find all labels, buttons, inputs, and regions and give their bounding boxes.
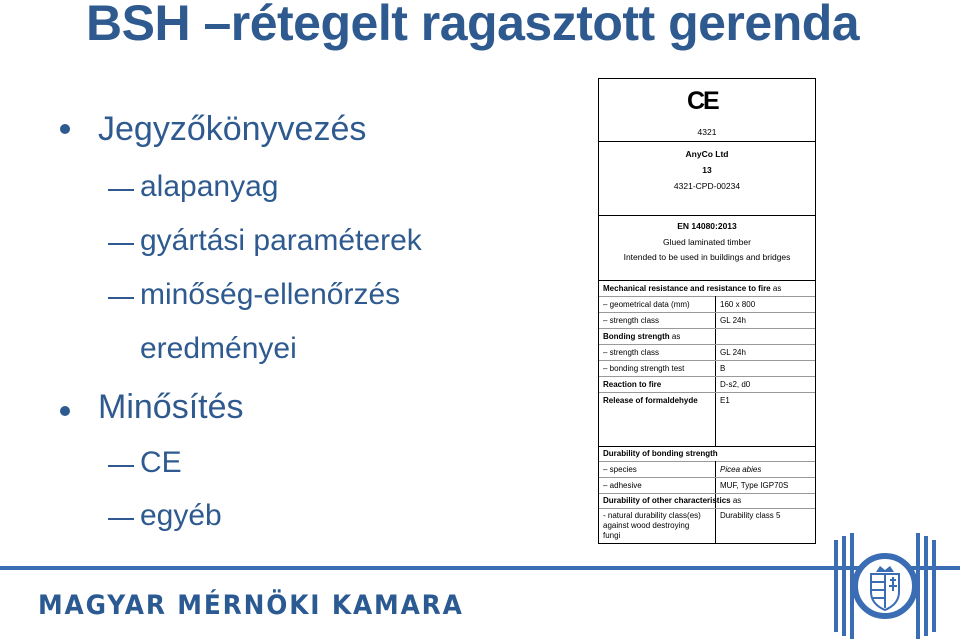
chamber-emblem-icon — [830, 530, 940, 640]
durability-header: Durability of bonding strength — [603, 449, 718, 458]
dash-icon — [108, 518, 134, 520]
dash-icon — [108, 297, 134, 299]
sub-bullet-text: minőség-ellenőrzés — [140, 278, 401, 311]
adhesive-value: MUF, Type IGP70S — [720, 481, 789, 490]
geom-label: – geometrical data (mm) — [603, 300, 690, 309]
bond-test-label: – bonding strength test — [603, 364, 685, 373]
bullet-text: Jegyzőkönyvezés — [98, 110, 367, 148]
bullet-dot-icon — [60, 124, 70, 134]
sub-bullet-text: CE — [140, 446, 182, 479]
sub-bullet-text: eredményei — [140, 332, 297, 365]
sub-bullet-text: alapanyag — [140, 170, 279, 203]
fire-value: D-s2, d0 — [720, 380, 751, 389]
geom-value: 160 x 800 — [720, 300, 756, 309]
sub-bullet-text: egyéb — [140, 499, 222, 532]
strength-value: GL 24h — [720, 316, 746, 325]
bullet-dot-icon — [60, 406, 70, 416]
company: AnyCo Ltd — [685, 149, 729, 159]
natural-label: - natural durability class(es) against wood destroying fungi — [603, 511, 701, 540]
bond-strength-label: – strength class — [603, 348, 660, 357]
ce-label-document — [598, 78, 816, 544]
bonding-header: Bonding strength as — [603, 332, 681, 341]
formaldehyde-value: E1 — [720, 396, 730, 405]
species-value: Picea abies — [720, 465, 762, 474]
species-label: – species — [603, 465, 637, 474]
natural-value: Durability class 5 — [720, 511, 781, 520]
mech-header: Mechanical resistance and resistance to fire as — [603, 284, 782, 293]
year: 13 — [702, 165, 712, 175]
ce-mark-logo: CE — [687, 87, 718, 115]
dash-icon — [108, 243, 134, 245]
strength-label: – strength class — [603, 316, 660, 325]
formaldehyde-label: Release of formaldehyde — [603, 396, 698, 405]
fire-label: Reaction to fire — [603, 380, 662, 389]
notified-body: 4321 — [697, 127, 717, 137]
footer-band — [0, 566, 960, 570]
adhesive-label: – adhesive — [603, 481, 642, 490]
slide-title: BSH –rétegelt ragasztott gerenda — [86, 0, 860, 51]
certificate: 4321-CPD-00234 — [673, 181, 741, 191]
other-header: Durability of other characteristics as — [603, 496, 742, 505]
dash-icon — [108, 465, 134, 467]
standard: EN 14080:2013 — [677, 221, 737, 231]
bond-test-value: B — [720, 364, 726, 373]
product: Glued laminated timber — [663, 237, 751, 247]
bond-strength-value: GL 24h — [720, 348, 746, 357]
footer-organization: MAGYAR MÉRNÖKI KAMARA — [38, 590, 464, 621]
dash-icon — [108, 189, 134, 191]
bullet-text: Minősítés — [98, 388, 244, 426]
intended-use: Intended to be used in buildings and bridges — [623, 252, 791, 262]
sub-bullet-text: gyártási paraméterek — [140, 224, 422, 257]
